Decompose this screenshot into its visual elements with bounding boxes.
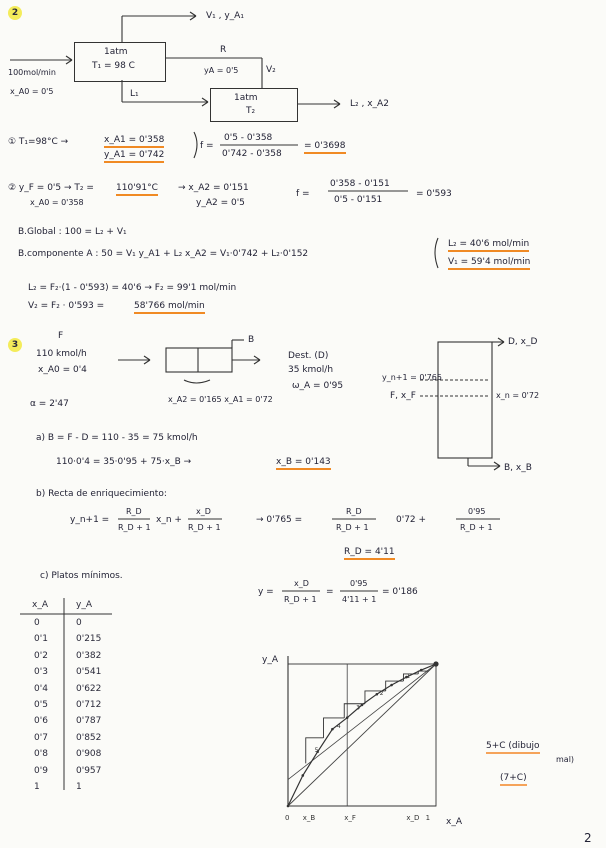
part-c-result: = 0'186 — [382, 587, 418, 597]
part-b-title: b) Recta de enriquecimiento: — [36, 489, 167, 499]
curve-point — [376, 693, 379, 696]
step-label: 1 — [406, 673, 411, 681]
part-b-072: 0'72 + — [396, 515, 427, 525]
p3-col-d: D, x_D — [508, 337, 538, 347]
table-cell-y: 0'712 — [76, 700, 102, 710]
table-cell-y: 0 — [76, 618, 82, 628]
p3-dest-flow: 35 kmol/h — [288, 365, 334, 375]
eq2-sub: x_A0 = 0'358 — [30, 198, 84, 207]
diagonal-line — [288, 664, 436, 806]
curve-point — [331, 728, 334, 731]
curve-point — [287, 805, 290, 808]
part-b-rd: R_D = 4'11 — [344, 546, 395, 560]
part-b-f4-num: 0'95 — [468, 507, 486, 516]
part-c-f1-den: R_D + 1 — [284, 595, 317, 604]
p3-feed-label: F — [58, 331, 64, 341]
chart-ylabel: y_A — [262, 655, 278, 665]
p3-col-xn: x_n = 0'72 — [496, 391, 540, 400]
column-1-temp: T₁ = 98 C — [92, 61, 135, 71]
p3-col-f: F, x_F — [390, 391, 416, 401]
table-cell-y: 0'382 — [76, 650, 102, 661]
part-c-f2-den: 4'11 + 1 — [342, 595, 377, 604]
eq1-xa1: x_A1 = 0'358 — [104, 134, 164, 148]
table-cell-y: 0'787 — [76, 716, 102, 727]
table-cell-y: 0'852 — [76, 732, 102, 743]
tick-label: x_F — [344, 814, 356, 822]
eq1-ya1: y_A1 = 0'742 — [104, 149, 164, 163]
part-b-arrow: → 0'765 = — [256, 515, 303, 525]
column-2-pressure: 1atm — [234, 93, 258, 103]
curve-point — [346, 716, 349, 719]
p3-col-yn: y_n+1 = 0'765 — [382, 373, 442, 382]
eq2-ya2: y_A2 = 0'5 — [196, 198, 245, 208]
table-cell-x: 0'4 — [34, 683, 48, 694]
part-b-f3-den: R_D + 1 — [336, 523, 369, 532]
eq2-num: 0'358 - 0'151 — [330, 179, 390, 189]
end-point — [433, 661, 438, 666]
part-b-f1-num: R_D — [126, 507, 142, 516]
part-a-line1: a) B = F - D = 110 - 35 = 75 kmol/h — [36, 433, 198, 443]
part-b-lhs: y_n+1 = — [70, 515, 110, 525]
part-b-xn: x_n + — [156, 515, 182, 525]
eq2-den: 0'5 - 0'151 — [334, 195, 383, 205]
p3-b-label: B — [248, 335, 255, 345]
step-label: 2 — [379, 690, 384, 698]
p3-col-b: B, x_B — [504, 463, 532, 473]
mid-composition: yA = 0'5 — [204, 66, 239, 75]
note-7c: (7+C) — [500, 772, 527, 786]
eq1-num: 0'5 - 0'358 — [224, 133, 273, 143]
eq2-result: = 0'593 — [416, 189, 452, 199]
eq2-t2: 110'91°C — [116, 182, 158, 196]
part-c-eq: = — [326, 587, 334, 597]
p3-dest: Dest. (D) — [288, 351, 329, 361]
part-c-f2-num: 0'95 — [350, 579, 368, 588]
table-cell-y: 0'908 — [76, 749, 102, 760]
eq1-f: f = — [200, 141, 214, 151]
page-number: 2 — [584, 831, 592, 845]
table-cell-x: 0'3 — [34, 667, 48, 678]
p3-wa: ω_A = 0'95 — [292, 381, 344, 391]
part-c-f1-num: x_D — [294, 579, 309, 588]
table-header-x: x_A — [32, 600, 48, 610]
note-dibujo: 5+C (dibujo — [486, 740, 540, 754]
step-label: 3 — [356, 704, 360, 712]
part-c-title: c) Platos mínimos. — [40, 571, 123, 581]
component-balance: B.componente A : 50 = V₁ y_A1 + L₂ x_A2 = V₁·0'742 + L₂·0'152 — [18, 249, 309, 259]
eq1-den: 0'742 - 0'358 — [222, 149, 282, 159]
curve-point — [390, 684, 393, 687]
problem-3-marker: 3 — [8, 338, 22, 352]
table-cell-x: 0'5 — [34, 700, 48, 710]
recycle-label: R — [220, 45, 227, 55]
part-b-f3-num: R_D — [346, 507, 362, 516]
table-cell-x: 0'9 — [34, 765, 48, 776]
feed-composition: x_A0 = 0'5 — [10, 87, 54, 96]
table-cell-x: 1 — [34, 782, 40, 792]
eq1-lead: ① T₁=98°C → — [8, 137, 69, 147]
note-dibujo-mal: mal) — [556, 755, 575, 764]
column-2-temp: T₂ — [246, 106, 256, 116]
table-cell-x: 0'1 — [34, 634, 48, 645]
table-header-y: y_A — [76, 600, 92, 610]
table-cell-x: 0'2 — [34, 650, 48, 661]
part-a-line2a: 110·0'4 = 35·0'95 + 75·x_B → — [56, 457, 192, 467]
table-cell-y: 0'541 — [76, 667, 102, 678]
feed-flow: 100mol/min — [8, 68, 56, 77]
v2-line-b: 58'766 mol/min — [134, 300, 205, 314]
l1-label: L₁ — [130, 89, 139, 99]
bottom-stream-label: L₂ , x_A2 — [350, 99, 389, 109]
tick-label: 0 — [285, 814, 290, 822]
p3-feed-comp: x_A0 = 0'4 — [38, 365, 87, 375]
l2-line: L₂ = F₂·(1 - 0'593) = 40'6 → F₂ = 99'1 mol/min — [28, 283, 237, 293]
table-cell-y: 0'957 — [76, 765, 102, 776]
part-b-f1-den: R_D + 1 — [118, 523, 151, 532]
step-label: 4 — [336, 722, 341, 730]
p3-feed-flow: 110 kmol/h — [36, 349, 87, 359]
table-cell-y: 1 — [76, 782, 82, 792]
step-label: 5 — [314, 747, 319, 755]
result-v1: V₁ = 59'4 mol/min — [448, 256, 530, 270]
table-cell-x: 0'6 — [34, 716, 48, 727]
result-l2: L₂ = 40'6 mol/min — [448, 238, 529, 252]
table-cell-x: 0 — [34, 618, 40, 628]
table-cell-x: 0'8 — [34, 749, 48, 760]
global-balance: B.Global : 100 = L₂ + V₁ — [18, 227, 127, 237]
column-1-pressure: 1atm — [104, 47, 128, 57]
eq1-result: = 0'3698 — [304, 140, 346, 154]
table-cell-y: 0'215 — [76, 634, 102, 645]
problem-2-marker: 2 — [8, 6, 22, 20]
v2-label: V₂ — [266, 65, 276, 75]
eq2-lead: ② y_F = 0'5 → T₂ = — [8, 183, 94, 193]
tick-label: 1 — [425, 814, 431, 822]
chart-xlabel: x_A — [446, 817, 462, 827]
v2-line-a: V₂ = F₂ · 0'593 = — [28, 301, 105, 311]
part-b-f2-num: x_D — [196, 507, 211, 516]
table-cell-y: 0'622 — [76, 683, 102, 694]
table-cell-x: 0'7 — [34, 732, 48, 743]
eq2-xa2: → x_A2 = 0'151 — [178, 183, 249, 193]
operating-line — [288, 664, 436, 780]
top-stream-label: V₁ , y_A₁ — [206, 11, 244, 21]
part-a-line2b: x_B = 0'143 — [276, 456, 331, 470]
part-b-f2-den: R_D + 1 — [188, 523, 221, 532]
p3-alpha: α = 2'47 — [30, 399, 69, 409]
eq2-f: f = — [296, 189, 310, 199]
tick-label: x_D — [406, 814, 420, 822]
part-c-y: y = — [258, 587, 274, 597]
p3-xa-labels: x_A2 = 0'165 x_A1 = 0'72 — [168, 395, 273, 404]
tick-label: x_B — [302, 814, 316, 822]
part-b-f4-den: R_D + 1 — [460, 523, 493, 532]
curve-point — [302, 774, 305, 777]
